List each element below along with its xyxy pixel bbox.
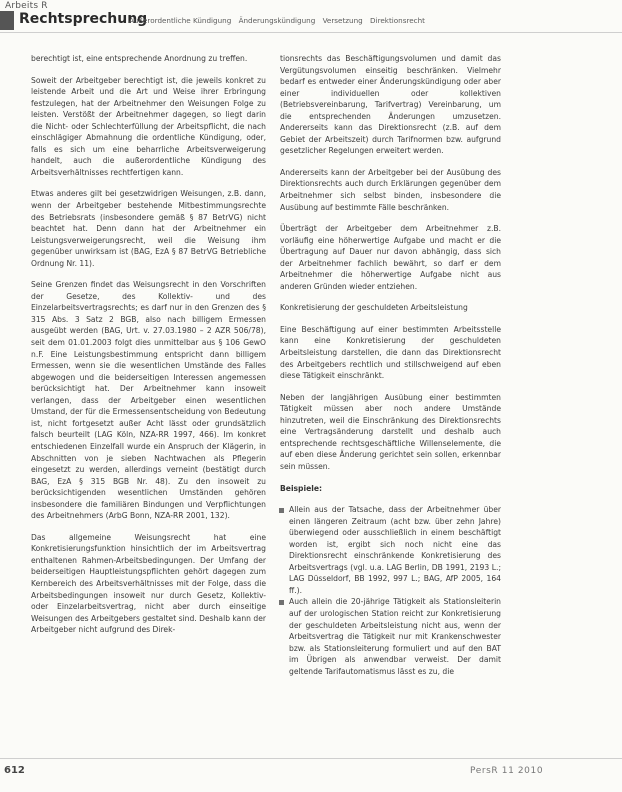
- header-keyword: Außerordentliche Kündigung: [129, 16, 232, 25]
- header-keyword: Direktionsrecht: [370, 16, 426, 25]
- subheading: Konkretisierung der geschuldeten Arbeitsleistung: [280, 303, 468, 313]
- right-text-column: [279, 53, 501, 677]
- body-paragraph: Das allgemeine Weisungsrecht hat eine Konkretisierungsfunktion hinsichtlich der im Arbeitsvertrag enthaltenen Rahmen-Arbeitsbedingungen. Der Umfang der beiderseitigen Hauptleistungspflichten gehört dagegen zum Kernbereich des Arbeitsverhältnisses mit der Folge, dass die Arbeitsbedingungen insoweit nur durch Gesetz, Kollektiv- oder Einzelarbeitsvertrag, nicht aber durch einseitige Weisungen des Arbeitgebers gestaltet sind. Deshalb kann der Arbeitgeber nicht aufgrund des Direk-: [31, 532, 266, 635]
- example-list: [279, 504, 501, 677]
- header-keyword: Versetzung: [322, 16, 363, 25]
- body-paragraph: Neben der langjährigen Ausübung einer bestimmten Tätigkeit müssen aber noch andere Umstände hinzutreten, weil die Einschränkung des Direktionsrechts eine Vertragsänderung darstellt und deshalb auch entsprechende rechtsgeschäftliche Willenselemente, die auf eben diese Änderung gerichtet sein sollen, erkennbar sein müssen.: [280, 392, 501, 471]
- example-item: [279, 504, 501, 596]
- section-title: Rechtsprechung: [19, 11, 148, 27]
- page-number: 612: [4, 765, 25, 776]
- footer-rule: [0, 758, 622, 759]
- body-paragraph: Eine Beschäftigung auf einer bestimmten Arbeitsstelle kann eine Konkretisierung der geschuldeten Arbeitsleistung darstellen, die dann das Direktionsrecht des Arbeitgebers rechtlich und stillschweigend auf eben diese Tätigkeit einschränkt.: [280, 324, 501, 381]
- bullet-square-icon: [279, 600, 284, 605]
- body-paragraph: Seine Grenzen findet das Weisungsrecht in den Vorschriften der Gesetze, des Kollektiv- und des Einzelarbeitsvertragsrechts; es darf nur in den Grenzen des § 315 Abs. 3 Satz 2 BGB, also nach billigem Ermessen ausgeübt werden (BAG, Urt. v. 27.03.1980 – 2 AZR 506/78), seit dem 01.01.2003 folgt dies unmittelbar aus § 106 GewO n.F. Eine Leistungsbestimmung entspricht dann billigem Ermessen, wenn sie die wesentlichen Umstände des Falles abgewogen und die beiderseitigen Interessen angemessen berücksichtigt hat. Der Arbeitnehmer kann insoweit verlangen, dass der Arbeitgeber einen wesentlichen Umstand, der für die Ermessensentscheidung von Bedeutung ist, nicht fortgesetzt außer Acht lässt oder grundsätzlich falsch beurteilt (LAG Köln, NZA-RR 1997, 466). Im konkret entschiedenen Einzelfall wurde ein Anspruch der Klägerin, in Abschnitten von je sieben Nachtwachen als Pflegerin eingesetzt zu werden, allerdings verneint (bestätigt durch BAG, EzA § 315 BGB Nr. 48). Zu den insoweit zu berücksichtigenden wesentlichen Umständen gehören insbesondere die familiären Bindungen und Verpflichtungen des Arbeitnehmers (ArbG Bonn, NZA-RR 2001, 132).: [31, 280, 266, 521]
- examples-heading: Beispiele:: [280, 483, 323, 493]
- section-kicker: Arbeits R: [5, 1, 48, 11]
- body-paragraph: Soweit der Arbeitgeber berechtigt ist, die jeweils konkret zu leistende Arbeit und die Art und Weise ihrer Erbringung festzulegen, hat der Arbeitnehmer den Weisungen Folge zu leisten. Verstößt der Arbeitnehmer dagegen, so liegt darin die Nicht- oder Schlechterfüllung der Arbeitspflicht, die nach einschlägiger Abmahnung die ordentliche Kündigung, oder, falls es sich um eine beharrliche Arbeitsverweigerung handelt, auch die außerordentliche Kündigung des Arbeitsverhältnisses rechtfertigen kann.: [31, 75, 266, 177]
- example-text: Auch allein die 20-jährige Tätigkeit als Stationsleiterin auf der urologischen Station reicht zur Konkretisierung der geschuldeten Arbeitsleistung nicht aus, wenn der Arbeitsvertrag die Tätigkeit nur mit Krankenschwester bzw. als Stationsleiterung formuliert und auf den BAT im Übrigen als anwendbar verweist. Der damit geltende Tarifautomatismus lässt es zu, die: [289, 597, 501, 676]
- body-paragraph: tionsrechts das Beschäftigungsvolumen und damit das Vergütungsvolumen einseitig beschränken. Vielmehr bedarf es entweder einer Änderungskündigung oder aber einer individuellen oder kollektiven (Betriebsvereinbarung, Tarifvertrag) Vereinbarung, um die entsprechenden Änderungen umzusetzen. Andererseits kann das Direktionsrecht (z.B. auf dem Gebiet der Arbeitszeit) durch Tarifnormen bzw. aufgrund gesetzlicher Regelungen erweitert werden.: [280, 54, 501, 156]
- left-text-column: [30, 53, 266, 646]
- header-rule: [0, 32, 622, 33]
- header-keyword: Änderungskündigung: [238, 16, 316, 25]
- body-paragraph: berechtigt ist, eine entsprechende Anordnung zu treffen.: [31, 54, 248, 63]
- header-marker-bar: [0, 11, 14, 30]
- example-item: [279, 596, 501, 677]
- body-paragraph: Andererseits kann der Arbeitgeber bei der Ausübung des Direktionsrechts auch durch Erklärungen gegenüber dem Arbeitnehmer sich selbst binden, insbesondere die Ausübung auf bestimmte Fälle beschränken.: [280, 167, 501, 212]
- body-paragraph: Überträgt der Arbeitgeber dem Arbeitnehmer z.B. vorläufig eine höherwertige Aufgabe und macht er die Übertragung auf Dauer nur davon abhängig, dass sich der Arbeitnehmer fachlich bewährt, so darf er dem Arbeitnehmer die höherwertige Aufgabe nicht aus anderen Gründen wieder entziehen.: [280, 224, 501, 291]
- bullet-square-icon: [279, 508, 284, 513]
- header-keywords: [129, 16, 430, 25]
- example-text: Allein aus der Tatsache, dass der Arbeitnehmer über einen längeren Zeitraum (acht bzw. über zehn Jahre) überwiegend oder ausschließlich in einem beschäftigt worden ist, ergibt sich noch nicht eine das Direktionsrecht einschränkende Konkretisierung des Arbeitsvertrags (vgl. u.a. LAG Berlin, DB 1991, 2193 L.; LAG Düsseldorf, BB 1992, 997 L.; BAG, AfP 2005, 164 ff.).: [289, 505, 501, 595]
- body-paragraph: Etwas anderes gilt bei gesetzwidrigen Weisungen, z.B. dann, wenn der Arbeitgeber bestehende Mitbestimmungsrechte des Betriebsrats (insbesondere gemäß § 87 BetrVG) nicht beachtet hat. Denn dann hat der Arbeitnehmer ein Leistungsverweigerungsrecht, weil die Weisung ihm gegenüber unwirksam ist (BAG, EzA § 87 BetrVG Betriebliche Ordnung Nr. 11).: [31, 189, 266, 268]
- journal-issue: PersR 11 2010: [470, 766, 544, 776]
